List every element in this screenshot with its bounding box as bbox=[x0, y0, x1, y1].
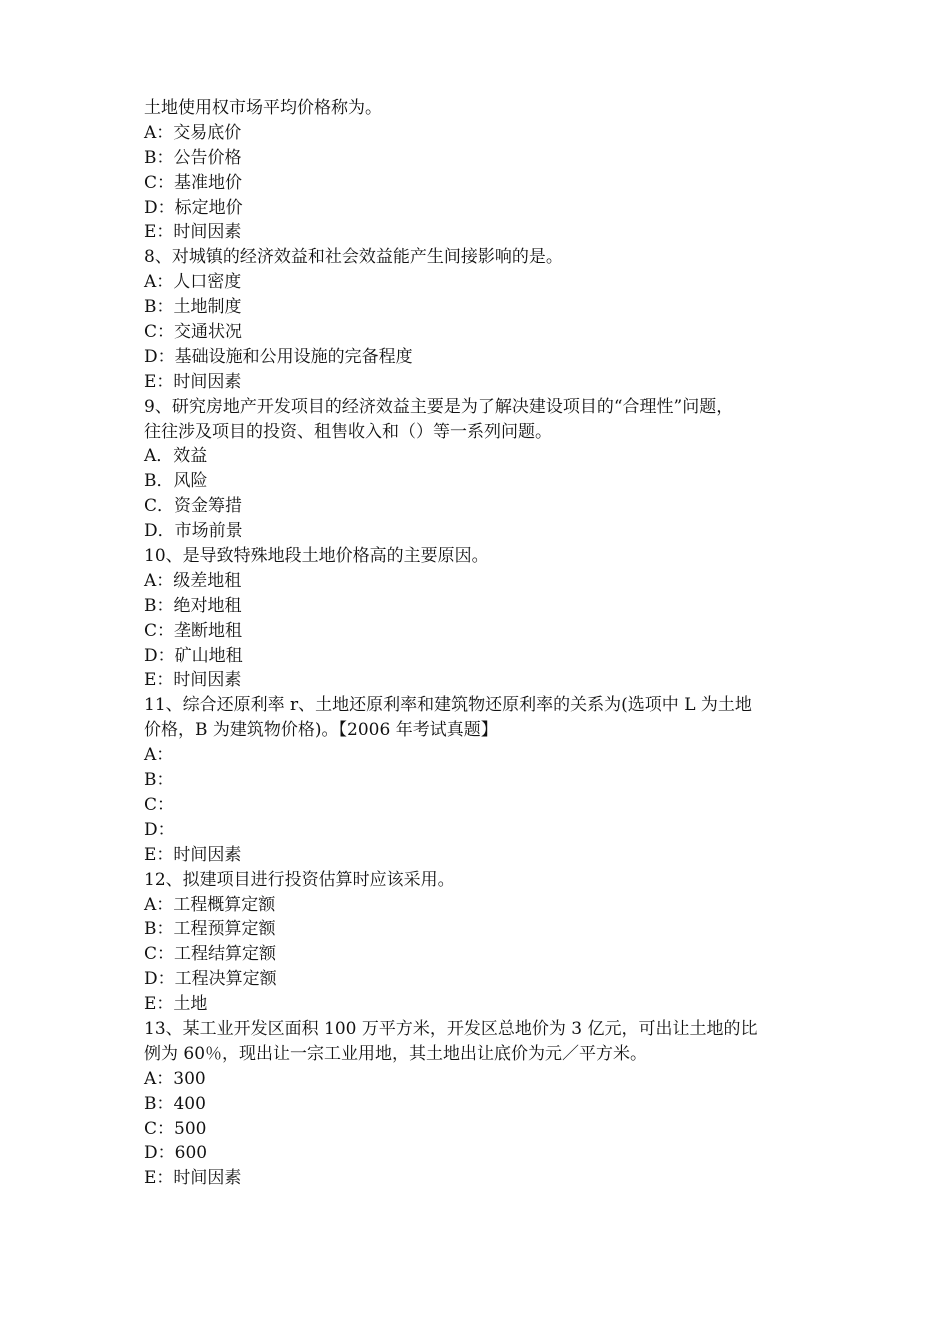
text-line: 往往涉及项目的投资、租售收入和（）等一系列问题。 bbox=[144, 421, 552, 442]
text-line: B：公告价格 bbox=[144, 147, 242, 168]
text-line: E：时间因素 bbox=[144, 222, 242, 243]
text-line: C：垄断地租 bbox=[144, 620, 243, 641]
question-11: 11、综合还原利率 r、土地还原利率和建筑物还原利率的关系为(选项中 L 为土地 bbox=[144, 695, 752, 716]
text-line: B：绝对地租 bbox=[144, 595, 242, 616]
text-line: D：基础设施和公用设施的完备程度 bbox=[144, 346, 413, 367]
text-line: E：土地 bbox=[144, 994, 208, 1015]
document-text bbox=[144, 96, 816, 1191]
text-line: A： bbox=[144, 745, 174, 766]
text-line: C： bbox=[144, 794, 175, 815]
text-line: B．风险 bbox=[144, 471, 208, 492]
text-line: E：时间因素 bbox=[144, 1168, 242, 1189]
text-line: 例为 60％，现出让一宗工业用地，其土地出让底价为元／平方米。 bbox=[144, 1043, 648, 1064]
text-line: E：时间因素 bbox=[144, 371, 242, 392]
text-line: D：标定地价 bbox=[144, 197, 243, 218]
text-line: A：工程概算定额 bbox=[144, 894, 276, 915]
text-line: A：级差地租 bbox=[144, 570, 242, 591]
text-line: C：工程结算定额 bbox=[144, 944, 277, 965]
text-line: D．市场前景 bbox=[144, 521, 243, 542]
question-13: 13、某工业开发区面积 100 万平方米，开发区总地价为 3 亿元，可出让土地的比 bbox=[144, 1018, 758, 1039]
text-line: B：400 bbox=[144, 1093, 206, 1114]
text-line: B：土地制度 bbox=[144, 297, 242, 318]
text-line: C：交通状况 bbox=[144, 322, 243, 343]
text-line: 土地使用权市场平均价格称为。 bbox=[144, 98, 382, 118]
text-line: C．资金筹措 bbox=[144, 496, 243, 517]
text-line: A．效益 bbox=[144, 446, 208, 467]
question-10: 10、是导致特殊地段土地价格高的主要原因。 bbox=[144, 546, 489, 567]
text-line: B： bbox=[144, 770, 174, 791]
question-9: 9、研究房地产开发项目的经济效益主要是为了解决建设项目的“合理性”问题， bbox=[144, 396, 734, 417]
text-line: D：矿山地租 bbox=[144, 645, 243, 666]
text-line: A：人口密度 bbox=[144, 272, 242, 293]
text-line: A：交易底价 bbox=[144, 122, 242, 143]
text-line: D：工程决算定额 bbox=[144, 969, 277, 990]
text-line: D：600 bbox=[144, 1143, 208, 1164]
text-line: 价格，B 为建筑物价格)。【2006 年考试真题】 bbox=[144, 720, 498, 741]
question-8: 8、对城镇的经济效益和社会效益能产生间接影响的是。 bbox=[144, 247, 563, 268]
text-line: E：时间因素 bbox=[144, 670, 242, 691]
text-line: A：300 bbox=[144, 1068, 206, 1089]
question-12: 12、拟建项目进行投资估算时应该采用。 bbox=[144, 869, 455, 890]
text-line: B：工程预算定额 bbox=[144, 919, 276, 940]
text-line: D： bbox=[144, 819, 175, 840]
text-line: C：基准地价 bbox=[144, 172, 243, 193]
text-line: E：时间因素 bbox=[144, 844, 242, 865]
text-line: C：500 bbox=[144, 1118, 207, 1139]
